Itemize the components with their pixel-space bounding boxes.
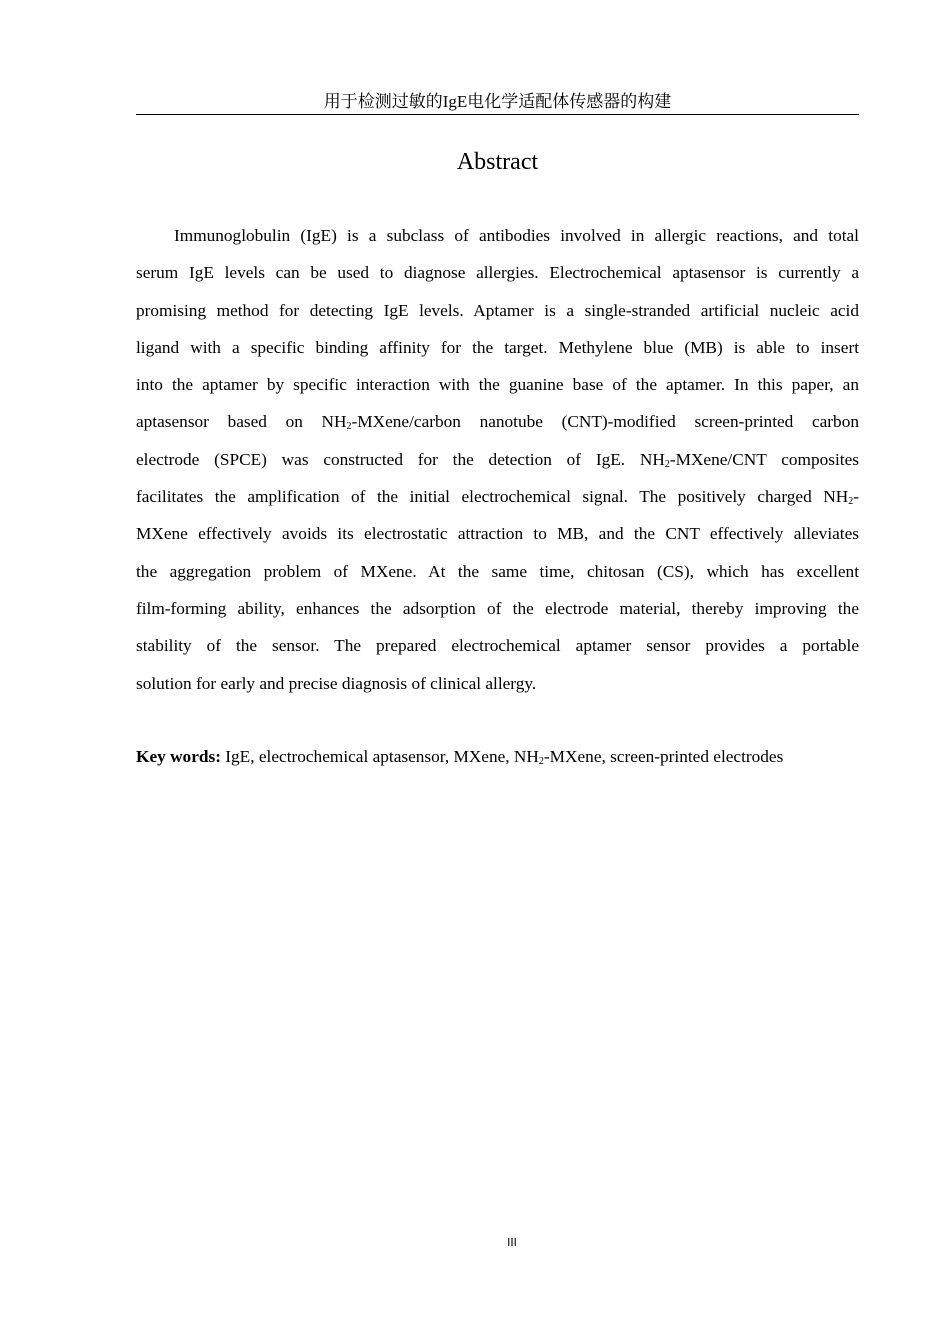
keywords — [136, 738, 866, 775]
text: electrode (SPCE) was constructed for the detection of IgE. NH — [136, 449, 665, 469]
running-title: 用于检测过敏的IgE电化学适配体传感器的构建 — [323, 92, 672, 111]
abstract-line: stability of the sensor. The prepared electrochemical aptamer sensor provides a portable — [136, 636, 859, 656]
abstract-line: into the aptamer by specific interaction with the guanine base of the aptamer. In this paper, an — [136, 375, 859, 395]
abstract-line: film-forming ability, enhances the adsorption of the electrode material, thereby improving the — [136, 598, 859, 618]
keywords-text: -MXene, screen-printed electrodes — [543, 747, 784, 766]
text: aptasensor based on NH — [136, 412, 347, 432]
abstract-line: promising method for detecting IgE levels. Aptamer is a single-stranded artificial nucleic acid — [136, 300, 859, 320]
abstract-line — [136, 441, 859, 478]
subscript: 2 — [664, 458, 670, 470]
subscript: 2 — [538, 756, 544, 767]
abstract-line: MXene effectively avoids its electrostatic attraction to MB, and the CNT effectively alleviates — [136, 524, 859, 544]
subscript: 2 — [848, 496, 854, 508]
text: facilitates the amplification of the initial electrochemical signal. The positively charged NH — [136, 487, 849, 507]
page-number: III — [507, 1236, 517, 1249]
text: -MXene/carbon nanotube (CNT)-modified screen-printed carbon — [351, 412, 859, 432]
text: - — [853, 487, 859, 507]
abstract-line: Immunoglobulin (IgE) is a subclass of antibodies involved in allergic reactions, and total — [174, 226, 859, 245]
keywords-label: Key words: — [136, 747, 221, 766]
abstract-line — [136, 478, 859, 515]
text: -MXene/CNT composites — [669, 449, 859, 469]
keywords-text: IgE, electrochemical aptasensor, MXene, NH — [220, 747, 539, 766]
abstract-line: ligand with a specific binding affinity for the target. Methylene blue (MB) is able to insert — [136, 337, 859, 357]
abstract-line — [136, 403, 859, 440]
subscript: 2 — [346, 421, 352, 433]
section-title: Abstract — [456, 149, 539, 175]
abstract-line: solution for early and precise diagnosis of clinical allergy. — [136, 673, 537, 693]
running-header — [136, 90, 859, 115]
abstract-line: the aggregation problem of MXene. At the same time, chitosan (CS), which has excellent — [136, 561, 859, 581]
abstract-line: serum IgE levels can be used to diagnose allergies. Electrochemical aptasensor is currently a — [136, 263, 859, 283]
abstract-body — [136, 217, 859, 702]
